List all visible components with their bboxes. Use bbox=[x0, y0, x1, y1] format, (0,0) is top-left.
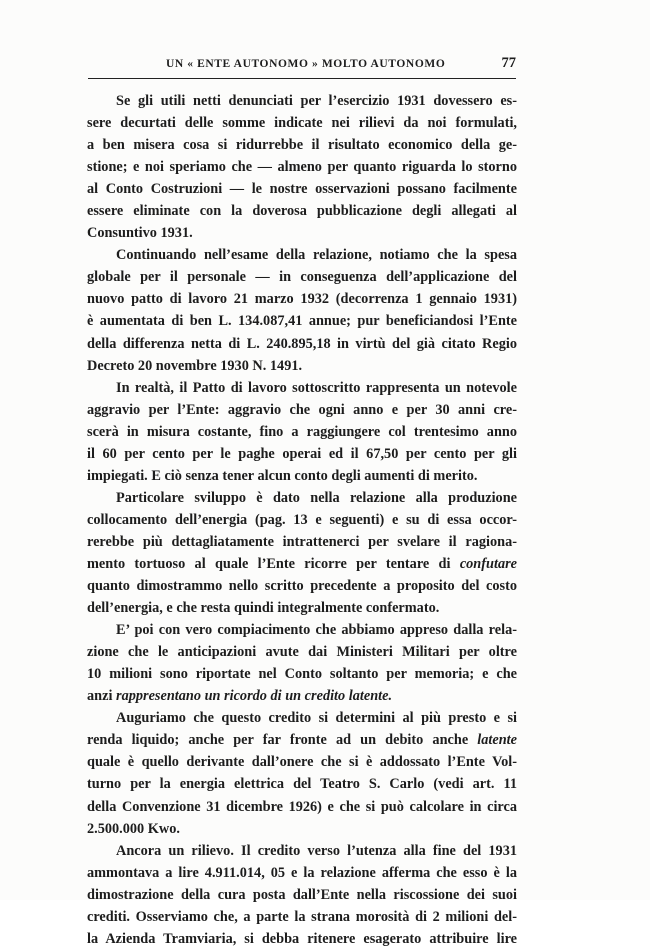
header-rule bbox=[88, 78, 516, 79]
running-title: UN « ENTE AUTONOMO » MOLTO AUTONOMO bbox=[166, 58, 446, 70]
text-line: In realtà, il Patto di lavoro sottoscritto rappresenta un notevole bbox=[116, 379, 517, 396]
text-line-with-italic bbox=[87, 553, 517, 575]
paragraph bbox=[87, 840, 517, 950]
text-line: è aumentata di ben L. 134.087,41 annue; pur beneficiandosi l’Ente bbox=[87, 313, 517, 330]
text-line: globale per il personale — in conseguenza dell’applicazione del bbox=[87, 269, 517, 286]
text-line: Se gli utili netti denunciati per l’esercizio 1931 dovessero es- bbox=[116, 93, 517, 109]
paragraph bbox=[87, 619, 517, 707]
text-line: crediti. Osserviamo che, a parte la strana morosità di 2 milioni del- bbox=[87, 908, 517, 925]
text-line: la Azienda Tramviaria, si debba ritenere esagerato attribuire lire bbox=[87, 930, 517, 947]
text-line: stione; e noi speriamo che — almeno per quanto riguarda lo storno bbox=[87, 159, 517, 176]
text-line: quale è quello derivante dall’onere che si è addossato l’Ente Vol- bbox=[87, 754, 517, 771]
text-line: al Conto Costruzioni — le nostre osservazioni possano facilmente bbox=[87, 181, 517, 198]
text-line: E’ poi con vero compiacimento che abbiamo appreso dalla rela- bbox=[116, 622, 517, 639]
text-line: collocamento dell’energia (pag. 13 e seguenti) e su di essa occor- bbox=[87, 511, 517, 528]
paragraph bbox=[87, 244, 517, 376]
text-line: Ancora un rilievo. Il credito verso l’utenza alla fine del 1931 bbox=[116, 842, 517, 859]
text-fragment: mento tortuoso al quale l’Ente ricorre per tentare di bbox=[87, 555, 451, 572]
text-line: dimostrazione della cura posta dall’Ente nella riscossione dei suoi bbox=[87, 886, 517, 903]
text-line: a ben misera cosa si ridurrebbe il risultato economico della ge- bbox=[87, 137, 517, 154]
paragraph bbox=[87, 90, 517, 244]
text-line: essere eliminate con la doverosa pubblicazione degli allegati al bbox=[87, 203, 517, 220]
text-line: rerebbe più dettagliatamente intrattenerci per svelare il ragiona- bbox=[87, 533, 517, 550]
text-fragment: renda liquido; anche per far fronte ad un debito anche bbox=[87, 732, 469, 749]
text-fragment: anzi bbox=[87, 688, 113, 705]
text-line: Decreto 20 novembre 1930 N. 1491. bbox=[87, 357, 303, 374]
paragraph bbox=[87, 707, 517, 839]
paragraph bbox=[87, 487, 517, 619]
text-line: della Convenzione 31 dicembre 1926) e che si può calcolare in circa bbox=[87, 798, 517, 815]
text-line: Continuando nell’esame della relazione, notiamo che la spesa bbox=[116, 247, 517, 264]
text-line: quanto dimostrammo nello scritto precedente a proposito del costo bbox=[87, 578, 517, 595]
text-line: 2.500.000 Kwo. bbox=[87, 820, 180, 837]
italic-word: latente bbox=[477, 732, 517, 749]
italic-word: confutare bbox=[459, 555, 518, 572]
text-line: scerà in misura costante, fino a raggiungere col trentesimo anno bbox=[87, 423, 517, 440]
italic-phrase: rappresentano un ricordo di un credito latente. bbox=[116, 688, 393, 705]
page-number: 77 bbox=[501, 55, 516, 71]
text-line: il 60 per cento per le paghe operai ed il 67,50 per cento per gli bbox=[87, 445, 517, 462]
text-line: Auguriamo che questo credito si determini al più presto e si bbox=[116, 710, 517, 727]
text-line: Particolare sviluppo è dato nella relazione alla produzione bbox=[116, 489, 517, 506]
text-line: della differenza netta di L. 240.895,18 in virtù del già citato Regio bbox=[87, 335, 517, 352]
text-line: Consuntivo 1931. bbox=[87, 225, 193, 242]
text-line: 10 milioni sono riportate nel Conto soltanto per memoria; e che bbox=[87, 666, 517, 683]
text-line: aggravio per l’Ente: aggravio che ogni anno e per 30 anni cre- bbox=[87, 401, 517, 418]
body-text bbox=[87, 90, 517, 950]
text-line: nuovo patto di lavoro 21 marzo 1932 (decorrenza 1 gennaio 1931) bbox=[87, 291, 517, 308]
text-line-with-italic bbox=[87, 729, 517, 751]
text-line-with-italic bbox=[87, 685, 517, 707]
text-line: turno per la energia elettrica del Teatro S. Carlo (vedi art. 11 bbox=[87, 776, 517, 793]
text-line: impiegati. E ciò senza tener alcun conto degli aumenti di merito. bbox=[87, 467, 478, 484]
paragraph bbox=[87, 377, 517, 487]
text-line: zione che le anticipazioni avute dai Ministeri Militari per oltre bbox=[87, 644, 517, 661]
text-line: ammontava a lire 4.911.014, 05 e la relazione afferma che esso è la bbox=[87, 864, 517, 881]
text-line: dell’energia, e che resta quindi integralmente confermato. bbox=[87, 600, 440, 617]
page-header bbox=[86, 54, 518, 76]
text-line: sere decurtati delle somme indicate nei rilievi da noi formulati, bbox=[87, 115, 517, 132]
